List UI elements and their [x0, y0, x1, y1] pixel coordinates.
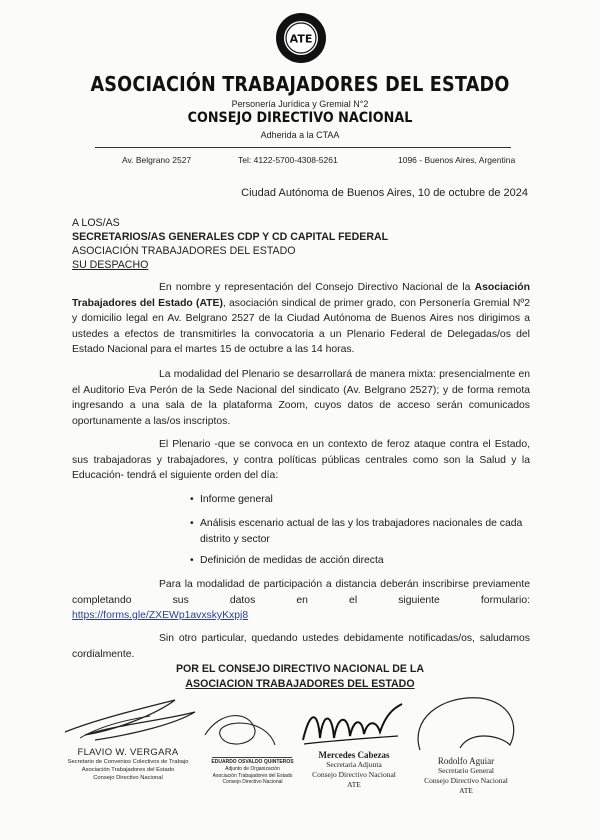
signature-line — [212, 757, 292, 758]
signature-block — [410, 756, 522, 796]
signature-vergara — [55, 690, 215, 750]
signer-org: Consejo Directivo Nacional — [424, 776, 508, 785]
signer-council: Consejo Directivo Nacional — [222, 779, 283, 785]
signer-ate: ATE — [347, 780, 361, 789]
signature-block — [205, 759, 300, 786]
closing-line: POR EL CONSEJO DIRECTIVO NACIONAL DE LA — [175, 663, 424, 675]
signer-org: Asociación Trabajadores del Estado — [81, 767, 175, 773]
recipient-block — [72, 216, 388, 272]
signer-title: Secretario de Convenios Colectivos de Trabajo — [67, 759, 189, 765]
council-name: CONSEJO DIRECTIVO NACIONAL — [187, 110, 413, 126]
address-text: Av. Belgrano 2527 — [122, 155, 192, 165]
signer-name: EDUARDO OSVALDO QUINTEROS — [211, 759, 294, 765]
closing-line: ASOCIACION TRABAJADORES DEL ESTADO — [185, 678, 415, 690]
signer-org: Asociación Trabajadores del Estado — [212, 772, 293, 779]
signature-cabezas — [298, 700, 408, 755]
paragraph-text: En nombre y representación del Consejo Directivo Nacional de la — [159, 282, 475, 293]
signature-quinteros — [195, 705, 285, 760]
signature-block — [48, 747, 208, 782]
paragraph-text: , asociación sindical de primer grado, con Personería Gremial Nº2 y domicilio legal en Av. Belgrano 2527 de la Ciudad Autónoma de Buenos Aires nos dirigimos a ustedes a efectos de transmitirles la convocatoria a un Plenario Federal de Delegadas/os del Estado Nacional para el martes 15 de octubre a las 14 horas. — [72, 297, 530, 355]
city-text: 1096 - Buenos Aires, Argentina — [398, 155, 516, 165]
signer-org: Consejo Directivo Nacional — [312, 770, 396, 779]
signer-title: Adjunto de Organización — [225, 766, 280, 772]
adhered-text: Adherida a la CTAA — [260, 130, 340, 140]
logo-text: ATE — [289, 32, 313, 46]
signer-title: Secretaria Adjunta — [326, 760, 382, 769]
list-item: • Definición de medidas de acción directa — [190, 555, 384, 566]
list-item-text: Informe general — [200, 494, 273, 505]
paragraph: Para la modalidad de participación a distancia deberán inscribirse previamente completando sus datos en el siguiente formulario: — [72, 579, 530, 606]
signature-block — [298, 750, 410, 790]
signer-ate: ATE — [459, 786, 473, 795]
signer-name: Mercedes Cabezas — [318, 750, 390, 760]
header-divider — [95, 147, 511, 148]
list-item: • Análisis escenario actual de las y los trabajadores nacionales de cada distrito y sector — [190, 518, 523, 545]
paragraph: El Plenario -que se convoca en un contexto de feroz ataque contra el Estado, sus trabajadoras y trabajadores, y contra políticas públicas centrales como son la Salud y la Educación- tendrá el siguiente orden del día: — [72, 439, 530, 481]
signer-name: Rodolfo Aguiar — [437, 756, 495, 766]
phone-text: Tel: 4122-5700-4308-5261 — [238, 155, 338, 165]
signer-title: Secretario General — [437, 766, 494, 775]
paragraph: La modalidad del Plenario se desarrollará de manera mixta: presencialmente en el Auditorio Eva Perón de la Sede Nacional del sindicato (Av. Belgrano 2527); y de forma remota ingresando a una sala de la plataforma Zoom, cuyos datos de acceso serán comunicados oportunamente a las/os inscriptos. — [72, 369, 530, 427]
signature-aguiar — [400, 690, 530, 760]
recipient-line: SECRETARIOS/AS GENERALES CDP Y CD CAPITAL FEDERAL — [72, 231, 389, 243]
ate-logo — [275, 12, 327, 64]
recipient-line: SU DESPACHO — [72, 259, 149, 271]
signer-council: Consejo Directivo Nacional — [93, 775, 163, 781]
date-line: Ciudad Autónoma de Buenos Aires, 10 de octubre de 2024 — [241, 187, 528, 199]
signer-name: FLAVIO W. VERGARA — [77, 747, 179, 758]
paragraph: Sin otro particular, quedando ustedes debidamente notificadas/os, saludamos cordialmente. — [72, 633, 530, 660]
list-item-text: Análisis escenario actual de las y los trabajadores nacionales de cada distrito y sector — [200, 518, 523, 545]
list-item-text: Definición de medidas de acción directa — [200, 555, 384, 566]
recipient-line: ASOCIACIÓN TRABAJADORES DEL ESTADO — [72, 245, 296, 257]
recipient-line: A LOS/AS — [72, 217, 120, 229]
list-item: • Informe general — [190, 494, 273, 505]
paragraph — [72, 280, 530, 358]
legal-status: Personería Jurídica y Gremial N°2 — [231, 99, 369, 109]
form-link[interactable]: https://forms.gle/ZXEWp1avxskyKxpj8 — [72, 610, 249, 621]
org-name: ASOCIACIÓN TRABAJADORES DEL ESTADO — [90, 72, 510, 96]
org-name-bold: Asociación Trabajadores del Estado (ATE) — [72, 282, 530, 309]
